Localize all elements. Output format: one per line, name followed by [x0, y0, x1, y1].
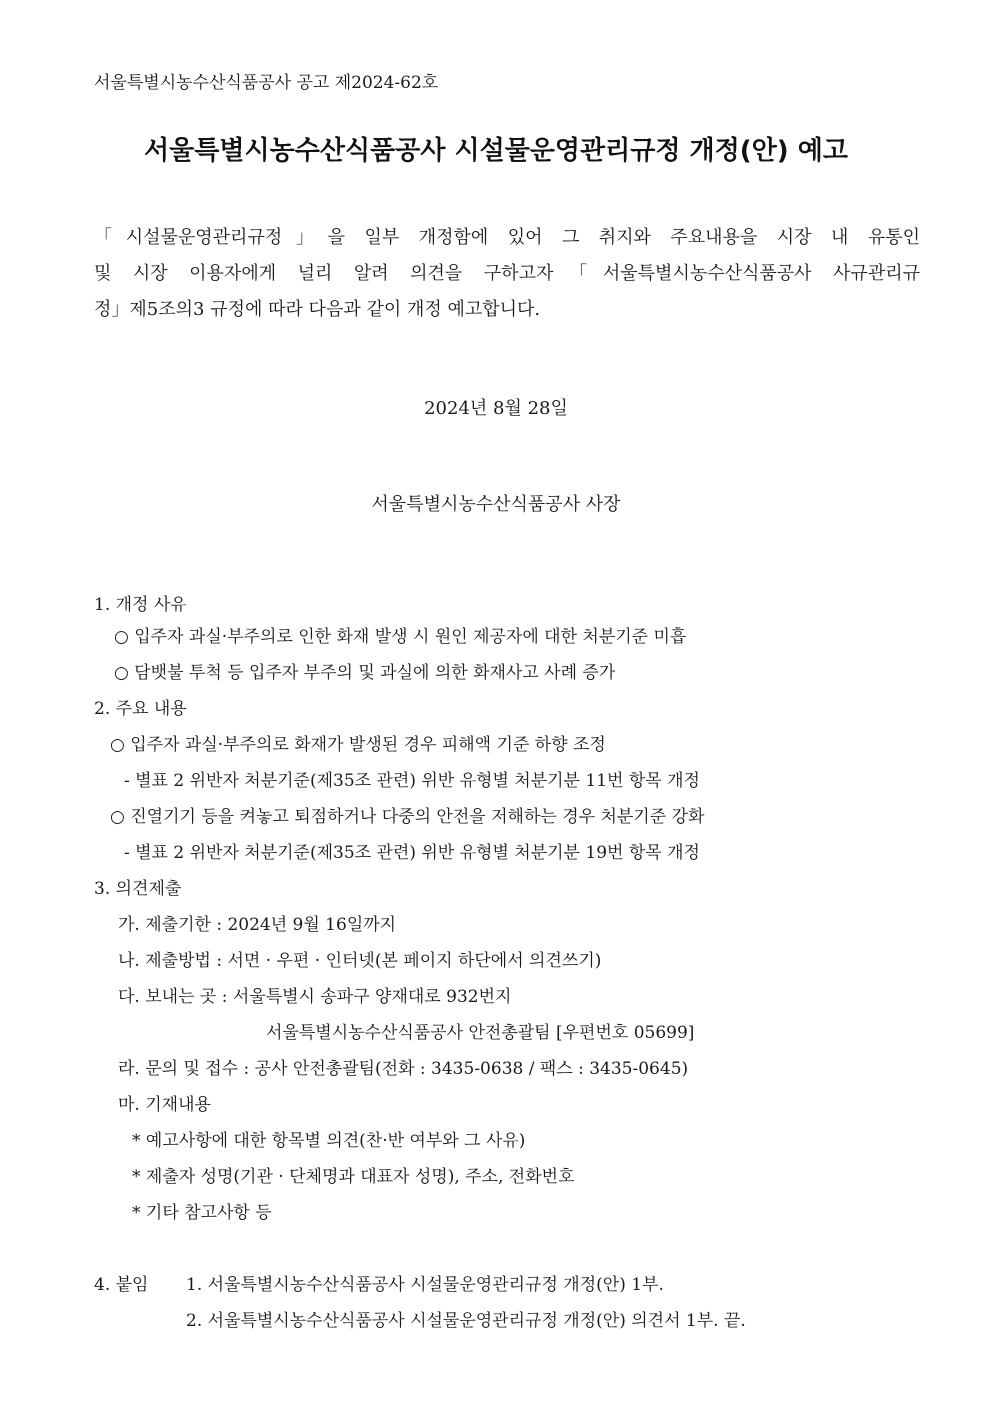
- intro-paragraph: [94, 220, 920, 328]
- content-subitem: - 별표 2 위반자 처분기준(제35조 관련) 위반 유형별 처분기분 19번 항목 개정: [124, 843, 700, 863]
- notice-number: 서울특별시농수산식품공사 공고 제2024-62호: [94, 73, 439, 93]
- intro-line: 정」제5조의3 규정에 따라 다음과 같이 개정 예고합니다.: [94, 299, 541, 320]
- attachment-item: 2. 서울특별시농수산식품공사 시설물운영관리규정 개정(안) 의견서 1부. 끝.: [186, 1311, 746, 1331]
- intro-line: 「시설물운영관리규정」을 일부 개정함에 있어 그 취지와 주요내용을 시장 내 유통인: [94, 227, 920, 248]
- opinion-contents-item: * 기타 참고사항 등: [132, 1203, 272, 1223]
- reason-item: ○ 입주자 과실·부주의로 인한 화재 발생 시 원인 제공자에 대한 처분기준 미흡: [114, 627, 687, 647]
- opinion-contents-item: * 제출자 성명(기관 · 단체명과 대표자 성명), 주소, 전화번호: [132, 1167, 575, 1187]
- section-content-heading: 2. 주요 내용: [94, 699, 187, 719]
- notice-date: 2024년 8월 28일: [424, 398, 568, 419]
- signer: 서울특별시농수산식품공사 사장: [371, 494, 621, 515]
- content-item: ○ 진열기기 등을 켜놓고 퇴점하거나 다중의 안전을 저해하는 경우 처분기준 강화: [110, 807, 705, 827]
- content-subitem: - 별표 2 위반자 처분기준(제35조 관련) 위반 유형별 처분기분 11번 항목 개정: [124, 771, 700, 791]
- opinion-address: 다. 보내는 곳 : 서울특별시 송파구 양재대로 932번지: [118, 987, 512, 1007]
- opinion-inquiry: 라. 문의 및 접수 : 공사 안전총괄팀(전화 : 3435-0638 / 팩스 : 3435-0645): [118, 1059, 689, 1079]
- opinion-contents-heading: 마. 기재내용: [118, 1095, 211, 1115]
- opinion-method: 나. 제출방법 : 서면 · 우편 · 인터넷(본 페이지 하단에서 의견쓰기): [118, 951, 602, 971]
- opinion-deadline: 가. 제출기한 : 2024년 9월 16일까지: [118, 915, 397, 935]
- section-attachment-label: 4. 붙임: [94, 1275, 149, 1295]
- opinion-address-team: 서울특별시농수산식품공사 안전총괄팀 [우편번호 05699]: [266, 1023, 695, 1043]
- intro-line: 및 시장 이용자에게 널리 알려 의견을 구하고자「서울특별시농수산식품공사 사규관리규: [94, 263, 920, 284]
- opinion-contents-item: * 예고사항에 대한 항목별 의견(찬·반 여부와 그 사유): [132, 1131, 526, 1151]
- section-opinion-heading: 3. 의견제출: [94, 879, 182, 899]
- content-item: ○ 입주자 과실·부주의로 화재가 발생된 경우 피해액 기준 하향 조정: [110, 735, 606, 755]
- page-title: 서울특별시농수산식품공사 시설물운영관리규정 개정(안) 예고: [144, 136, 848, 166]
- attachment-item: 1. 서울특별시농수산식품공사 시설물운영관리규정 개정(안) 1부.: [186, 1275, 664, 1295]
- section-reason-heading: 1. 개정 사유: [94, 595, 187, 615]
- reason-item: ○ 담뱃불 투척 등 입주자 부주의 및 과실에 의한 화재사고 사례 증가: [114, 663, 616, 683]
